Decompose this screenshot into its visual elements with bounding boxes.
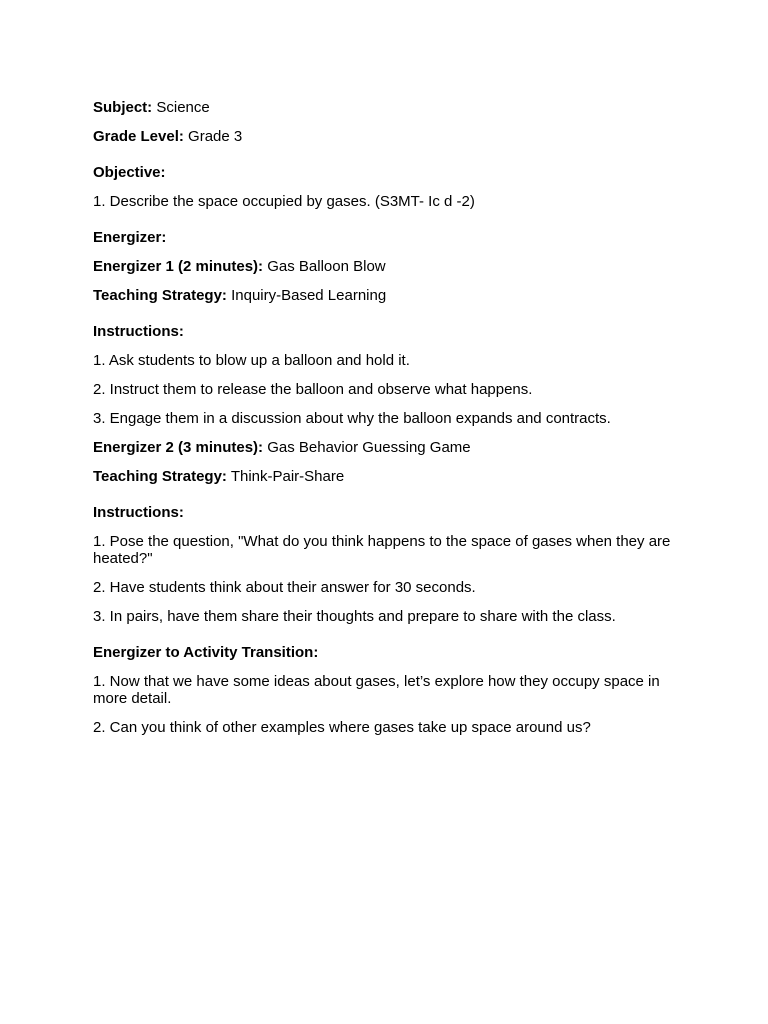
energizer-heading: Energizer: (93, 229, 167, 246)
grade-line (93, 128, 678, 145)
energizer-2-instruction: 1. Pose the question, "What do you think happens to the space of gases when they are heated?" (93, 533, 671, 567)
objective-item: 1. Describe the space occupied by gases. (S3MT- Ic d -2) (93, 193, 475, 210)
objective-heading: Objective: (93, 164, 166, 181)
subject-value: Science (156, 99, 210, 116)
energizer-1-instruction: 1. Ask students to blow up a balloon and hold it. (93, 352, 410, 369)
energizer-1-value: Gas Balloon Blow (267, 258, 386, 275)
transition-item: 2. Can you think of other examples where gases take up space around us? (93, 719, 591, 736)
energizer-1-strategy-line (93, 287, 678, 304)
energizer-2-instruction: 2. Have students think about their answer for 30 seconds. (93, 579, 476, 596)
energizer-1-strategy-label: Teaching Strategy: (93, 287, 227, 304)
energizer-1-strategy-value: Inquiry-Based Learning (231, 287, 387, 304)
energizer-1-label: Energizer 1 (2 minutes): (93, 258, 264, 275)
grade-label: Grade Level: (93, 128, 184, 145)
energizer-2-line (93, 439, 678, 456)
energizer-2-strategy-label: Teaching Strategy: (93, 468, 227, 485)
energizer-1-instruction: 2. Instruct them to release the balloon and observe what happens. (93, 381, 533, 398)
energizer-2-value: Gas Behavior Guessing Game (267, 439, 471, 456)
energizer-2-instruction: 3. In pairs, have them share their thoughts and prepare to share with the class. (93, 608, 616, 625)
transition-item: 1. Now that we have some ideas about gases, let’s explore how they occupy space in more detail. (93, 673, 660, 707)
energizer-2-strategy-value: Think-Pair-Share (230, 468, 345, 485)
transition-heading: Energizer to Activity Transition: (93, 644, 319, 661)
energizer-2-strategy-line (93, 468, 678, 485)
energizer-1-line (93, 258, 678, 275)
energizer-1-instruction: 3. Engage them in a discussion about why the balloon expands and contracts. (93, 410, 611, 427)
subject-line (93, 99, 678, 116)
energizer-1-instructions-heading: Instructions: (93, 323, 184, 340)
lesson-plan-document (93, 99, 678, 748)
energizer-2-label: Energizer 2 (3 minutes): (93, 439, 264, 456)
energizer-2-instructions-heading: Instructions: (93, 504, 184, 521)
grade-value: Grade 3 (188, 128, 243, 145)
subject-label: Subject: (93, 99, 153, 116)
